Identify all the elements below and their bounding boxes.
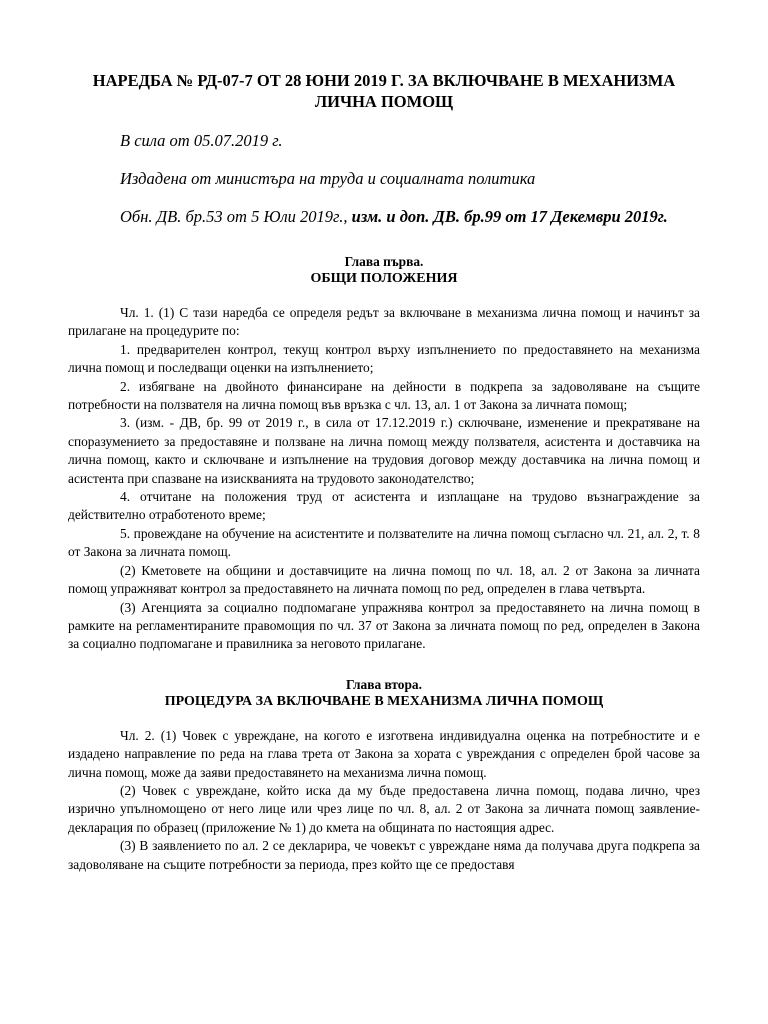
chapter-body (68, 727, 700, 874)
chapter-label: Глава втора. (346, 676, 422, 692)
publication-regular: Обн. ДВ. бр.53 от 5 Юли 2019г., (120, 207, 352, 226)
paragraph: 3. (изм. - ДВ, бр. 99 от 2019 г., в сила от 17.12.2019 г.) сключване, изменение и прекратяване на споразумението за предоставяне и ползване на лична помощ между ползвателя, асистента и доставчика на лична помощ, както и сключване и изпълнение на трудовия договор между доставчика на лична помощ и асистента при спазване на изискванията на трудовото законодателство; (68, 415, 700, 486)
paragraph: 4. отчитане на положения труд от асистента и изплащане на трудово възнаграждение за действително отработеното време; (68, 489, 700, 523)
chapter-heading (68, 676, 700, 710)
paragraph: Чл. 2. (1) Човек с увреждане, на когото е изготвена индивидуална оценка на потребностите и е издадено направление по реда на глава трета от Закона за хората с увреждания с определен брой часове за лична помощ, може да заяви предоставянето на механизма лична помощ. (68, 727, 700, 780)
chapter-name: ОБЩИ ПОЛОЖЕНИЯ (310, 271, 458, 286)
paragraph: 2. избягване на двойното финансиране на дейности в подкрепа за задоволяване на същите потребности на ползвателя на лична помощ във връзка с чл. 13, ал. 1 от Закона за личната помощ; (68, 378, 700, 413)
chapter-name: ПРОЦЕДУРА ЗА ВКЛЮЧВАНЕ В МЕХАНИЗМА ЛИЧНА ПОМОЩ (164, 693, 604, 709)
paragraph: (3) В заявлението по ал. 2 се декларира, че човекът с увреждане няма да получава друга подкрепа за задоволяване на същите потребности за периода, през който ще се предоставя (68, 838, 700, 872)
publication-info (68, 206, 700, 227)
chapter-body (68, 304, 700, 654)
paragraph: 1. предварителен контрол, текущ контрол върху изпълнението по предоставянето на механизма лична помощ и последващи оценки на изпълнението; (68, 341, 700, 376)
issued-by: Издадена от министъра на труда и социалната политика (120, 169, 536, 188)
document-title: НАРЕДБА № РД-07-7 ОТ 28 ЮНИ 2019 Г. ЗА ВКЛЮЧВАНЕ В МЕХАНИЗМА ЛИЧНА ПОМОЩ (92, 71, 676, 111)
chapter-label: Глава първа. (344, 254, 424, 269)
publication-amendment: изм. и доп. ДВ. бр.99 от 17 Декември 2019г. (351, 207, 668, 226)
paragraph: 5. провеждане на обучение на асистентите и ползвателите на лична помощ съгласно чл. 21, ал. 2, т. 8 от Закона за личната помощ. (68, 525, 700, 560)
paragraph: (3) Агенцията за социално подпомагане упражнява контрол за предоставянето на лична помощ в рамките на регламентираните правомощия по чл. 37 от Закона за личната помощ по ред, определен в Закона за социално подпомагане и правилника за неговото прилагане. (68, 599, 700, 652)
paragraph: Чл. 1. (1) С тази наредба се определя редът за включване в механизма лична помощ и начинът за прилагане на процедурите по: (68, 305, 700, 339)
paragraph: (2) Кметовете на общини и доставчиците на лична помощ по чл. 18, ал. 2 от Закона за личната помощ упражняват контрол за предоставянето на личната помощ по ред, определен в глава четвърта. (68, 562, 700, 597)
in-force-date: В сила от 05.07.2019 г. (120, 131, 283, 150)
document-page (68, 70, 700, 874)
paragraph: (2) Човек с увреждане, който иска да му бъде предоставена лична помощ, подава лично, чрез изрично упълномощено от него лице или чрез лице по чл. 8, ал. 2 от Закона за личната помощ заявление-декларация по образец (приложение № 1) до кмета на общината по настоящия адрес. (68, 782, 700, 835)
chapter-heading (68, 253, 700, 287)
